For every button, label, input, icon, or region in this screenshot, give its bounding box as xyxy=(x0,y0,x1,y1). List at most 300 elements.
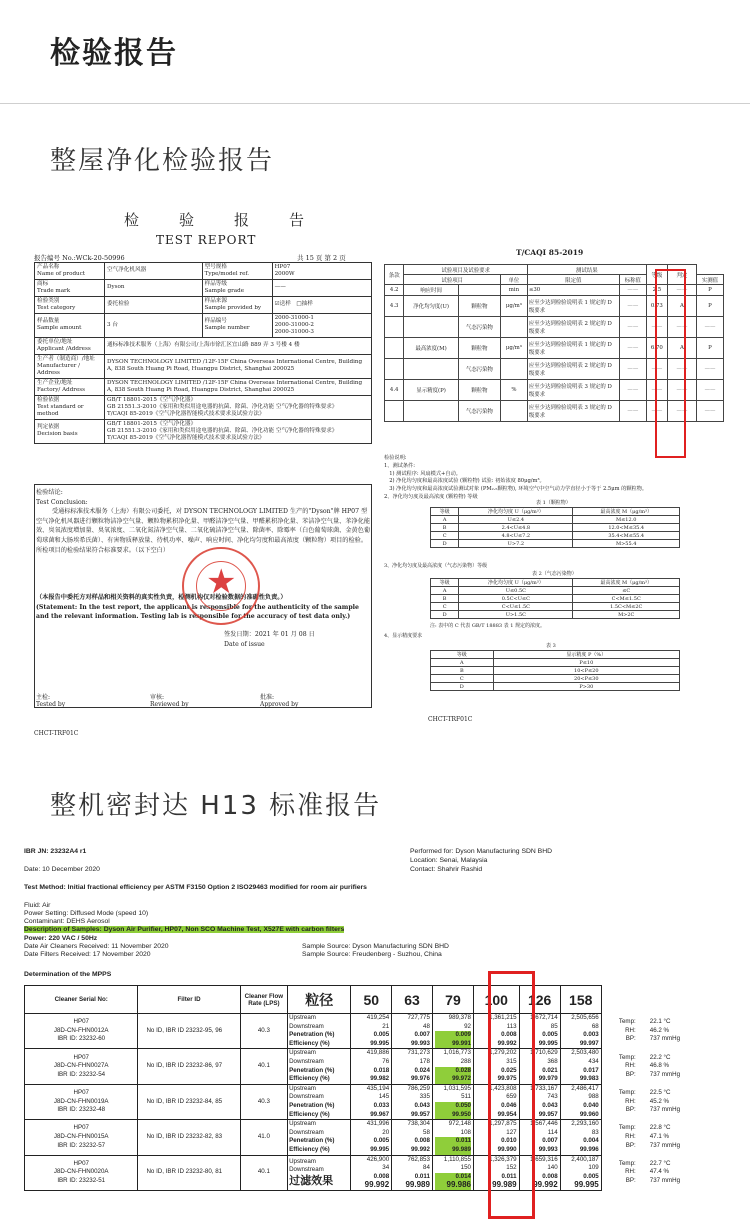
particle-size-50: 50 xyxy=(351,986,392,1014)
result-cell: ≤30 xyxy=(527,285,619,296)
value-cell xyxy=(392,1084,433,1119)
mpps-row xyxy=(25,1049,724,1084)
grade-row xyxy=(431,587,680,595)
value-line: 99.982 xyxy=(370,1075,390,1083)
row-label: Upstream xyxy=(289,1014,316,1021)
cleaner-source: Sample Source: Dyson Manufacturing SDN BHD xyxy=(302,943,449,950)
grade-row xyxy=(431,611,680,619)
value-line: 20 xyxy=(382,1128,390,1136)
value-line: 99.989 xyxy=(405,1180,430,1190)
env-line xyxy=(606,1142,723,1151)
value-line: 1,567,446 xyxy=(530,1120,558,1128)
row-label: Downstream xyxy=(289,1022,324,1030)
result-cell: —— xyxy=(696,401,723,422)
env-label: Temp: xyxy=(618,1124,636,1132)
info-cell: 检验依据 Test standard or method xyxy=(35,395,105,419)
value-line: 426,900 xyxy=(366,1155,390,1163)
conclusion-body: 受通标标准技术服务（上海）有限公司委托，对 DYSON TECHNOLOGY LIMITED 生产的"Dyson"牌 HP07 型空气净化机风器进行颗粒物洁净空气量、颗粒物累积净化量、甲醛洁净空气量、甲醛累积净化量、苯洁净空气量、苯净化能效、臭氧浓度增加量、臭氧浓度、二氧化氮洁净空气量、二氧化硫洁净空气量、除菌率、除霉率（白色葡萄球菌、金黄色葡萄球菌和大肠埃希氏菌）、有害物质释放量、待机功率、噪声、响应时间、净化均匀度和最高浓度（颗粒物）项目的检验。所检项目的检验结果符合标准要求。（以下空白） xyxy=(36,508,371,554)
info-cell: 委托单位/地址 Applicant /Address xyxy=(35,337,105,354)
filter-cell: No ID, IBR ID 23232-80, 81 xyxy=(138,1155,240,1190)
value-line: 419,254 xyxy=(366,1014,390,1021)
value-line: 1,733,167 xyxy=(530,1084,558,1092)
grade-cell: 20<P≤30 xyxy=(493,675,679,683)
grade-cell: B xyxy=(431,524,459,532)
env-value: 47.1 % xyxy=(649,1133,670,1141)
env-line xyxy=(606,1027,723,1036)
value-line: 0.007 xyxy=(542,1137,558,1145)
grade-cell: M≤12.0 xyxy=(573,516,680,524)
grade-row xyxy=(431,667,680,675)
grade-cell: P≤10 xyxy=(493,659,679,667)
result-cell: —— xyxy=(667,317,696,338)
row-label: Efficiency (%) xyxy=(289,1110,330,1118)
env-line xyxy=(606,1124,723,1133)
section-title-sealing: 整机密封达 H13 标准报告 xyxy=(50,791,382,821)
value-line: 99.967 xyxy=(370,1110,390,1118)
value-line: 2,503,480 xyxy=(571,1049,599,1057)
value-line: 99.995 xyxy=(538,1039,558,1047)
value-line: 659 xyxy=(506,1093,517,1101)
env-label: BP: xyxy=(625,1141,636,1149)
particle-grade-table xyxy=(430,507,680,548)
grade-row xyxy=(431,516,680,524)
power-setting: Power Setting: Diffused Mode (speed 10) xyxy=(24,910,149,917)
info-cell: Dyson xyxy=(105,279,203,296)
value-line: 0.018 xyxy=(373,1066,390,1074)
result-cell xyxy=(385,338,404,359)
grade-cell: 12.0<M≤35.4 xyxy=(573,524,680,532)
mpps-table xyxy=(24,985,724,1191)
value-line: 0.011 xyxy=(435,1137,471,1146)
value-line: 84 xyxy=(423,1164,430,1172)
env-line xyxy=(606,1054,723,1063)
env-line xyxy=(606,1098,723,1107)
info-cell: DYSON TECHNOLOGY LIMITED /12F-15F China Overseas International Centre, Building A, 838 South Huang Pi Road, Huangpu District, Shanghai 200025 xyxy=(105,378,372,395)
fluid: Fluid: Air xyxy=(24,902,51,909)
value-line: 1,672,714 xyxy=(530,1014,558,1021)
value-line: 99.992 xyxy=(533,1180,558,1190)
result-cell: 应至少达到检验说明表 2 规定的 D 级要求 xyxy=(527,317,619,338)
table2-caption: 表 2（气态污染物） xyxy=(532,571,577,577)
env-label: BP: xyxy=(625,1035,636,1043)
value-cell xyxy=(351,1155,392,1190)
value-cell xyxy=(432,1014,473,1049)
table3-caption: 表 3 xyxy=(546,643,556,649)
env-line xyxy=(606,1168,724,1177)
statement-cn: （本报告中委托方对样品和相关资料的真实性负责，检测机构仅对检验数据的准确性负责。） xyxy=(36,594,287,602)
value-line: 99.993 xyxy=(410,1039,430,1047)
value-line: 1,110,855 xyxy=(443,1155,471,1163)
value-line: 99.992 xyxy=(497,1039,517,1047)
value-line: 99.972 xyxy=(435,1075,471,1084)
test-report-page xyxy=(32,195,377,720)
signature-tested: 主检: Tested by xyxy=(36,694,66,708)
value-cell xyxy=(392,1120,433,1155)
value-line: 1,710,629 xyxy=(530,1049,558,1057)
info-cell: 判定依据 Decision basis xyxy=(35,419,105,443)
grade-cell: U>7.2 xyxy=(459,540,573,548)
env-cell xyxy=(601,1014,723,1049)
value-line: 0.003 xyxy=(583,1031,599,1039)
env-value: 737 mmHg xyxy=(649,1176,681,1184)
result-cell: 4.4 xyxy=(385,380,404,401)
info-cell: 2000-31000-1 2000-31000-2 2000-31000-3 xyxy=(272,313,371,337)
row-label: Penetration (%) xyxy=(289,1137,335,1145)
result-cell: 颗粒物 xyxy=(458,338,500,359)
value-line: 738,304 xyxy=(407,1120,430,1128)
value-cell xyxy=(351,1049,392,1084)
row-label: Upstream xyxy=(289,1049,316,1057)
info-cell: 商标 Trade mark xyxy=(35,279,105,296)
value-line: 99.976 xyxy=(410,1075,430,1083)
row-label: Penetration (%) xyxy=(289,1066,335,1074)
standard-id: T/CAQI 85-2019 xyxy=(516,248,584,257)
result-cell xyxy=(385,317,404,338)
flow-rate-cell: 40.1 xyxy=(240,1155,287,1190)
mpps-head-cell: Cleaner Serial No: xyxy=(25,986,138,1014)
value-line: 2,505,656 xyxy=(571,1014,599,1021)
mpps-row xyxy=(25,1155,724,1190)
info-row xyxy=(35,378,372,395)
value-line: 140 xyxy=(547,1164,558,1172)
env-line xyxy=(606,1133,723,1142)
info-row xyxy=(35,354,372,378)
particle-size-100: 100 xyxy=(474,986,520,1014)
mpps-100nm-highlight xyxy=(488,971,535,1219)
env-value: 22.8 °C xyxy=(649,1124,671,1132)
value-line: 288 xyxy=(460,1057,471,1065)
value-line: 1,326,379 xyxy=(489,1155,517,1163)
note-4: 4、显示精度要求 xyxy=(384,633,423,639)
value-line: 434 xyxy=(588,1057,599,1065)
grade-cell: D xyxy=(431,611,459,619)
result-cell: 气态污染物 xyxy=(458,401,500,422)
env-label: RH: xyxy=(625,1168,636,1176)
value-line: 0.021 xyxy=(542,1066,558,1074)
grade-cell: 显示精度 P（%） xyxy=(493,651,679,659)
grade-cell: C<M≤1.5C xyxy=(573,595,680,603)
result-cell xyxy=(501,317,528,338)
env-line xyxy=(606,1177,724,1186)
result-cell: —— xyxy=(696,317,723,338)
grade-row xyxy=(431,603,680,611)
grade-cell: P>30 xyxy=(493,683,679,691)
head-cell: 单位 xyxy=(501,275,528,285)
row-label: Efficiency (%) xyxy=(289,1039,330,1047)
result-cell: 响应时间 xyxy=(404,285,458,296)
grade-cell: A xyxy=(431,516,459,524)
result-cell: 4.2 xyxy=(385,285,404,296)
footer-code-left: CHCT-TRF01C xyxy=(34,730,79,737)
env-cell xyxy=(601,1049,723,1084)
grade-row xyxy=(431,651,680,659)
value-line: 178 xyxy=(419,1057,430,1065)
value-line: 76 xyxy=(382,1057,390,1065)
result-cell: —— xyxy=(696,380,723,401)
row-label: Downstream xyxy=(289,1093,324,1101)
info-row xyxy=(35,263,372,280)
value-line: 0.009 xyxy=(435,1031,471,1040)
grade-row xyxy=(431,508,680,516)
value-line: 99.993 xyxy=(538,1145,558,1153)
row-label: 过滤效果 xyxy=(289,1174,334,1187)
value-line: 743 xyxy=(547,1093,558,1101)
env-line xyxy=(606,1062,723,1071)
value-line: 85 xyxy=(550,1022,558,1030)
info-cell: —— xyxy=(272,279,371,296)
value-line: 99.989 xyxy=(492,1180,517,1190)
mpps-head-row xyxy=(25,986,724,1014)
env-value: 45.2 % xyxy=(649,1097,670,1105)
info-row xyxy=(35,279,372,296)
value-line: 0.017 xyxy=(583,1066,599,1074)
value-line: 0.005 xyxy=(542,1031,558,1039)
head-cell: 试验项目 xyxy=(404,275,501,285)
env-label: RH: xyxy=(625,1062,636,1070)
row-label: Downstream xyxy=(289,1128,324,1136)
value-line: 0.046 xyxy=(501,1101,517,1109)
env-value: 22.2 °C xyxy=(649,1053,671,1061)
result-cell: —— xyxy=(619,380,646,401)
note-3: 3、净化均匀度及最高浓度（气态污染物）等级 xyxy=(384,563,488,569)
info-row xyxy=(35,313,372,337)
env-label: BP: xyxy=(625,1070,636,1078)
test-notes: 检验说明: 1、测试条件: 1) 测试程序: 风扇模式+自动。 2) 净化均匀度和最高浓度试验 (颗粒物) 试验: 初始浓度 80μg/m³。 3) 净化均匀度和最高浓度试验测试对象 (PM₂.₅颗粒物), 环境空气中空气动力学直径小于等于 2.5μm 的颗粒物。 2、净化均匀度及最高浓度 (颗粒物) 等级 xyxy=(384,455,648,500)
test-location: Location: Senai, Malaysia xyxy=(410,857,488,864)
value-line: 1,279,202 xyxy=(489,1049,517,1057)
grade-cell: B xyxy=(431,595,459,603)
statement-en: (Statement: In the test report, the applicant is responsible for the authenticity of the sample and the relevant information. Testing lab is responsible for the accuracy of test data only.) xyxy=(36,603,359,621)
head-cell: 限定值 xyxy=(527,275,619,285)
grade-row xyxy=(431,595,680,603)
value-line: 99.992 xyxy=(410,1145,430,1153)
env-value: 22.1 °C xyxy=(649,1018,671,1026)
row-label: Downstream xyxy=(289,1057,324,1065)
result-cell: 应至少达到检验说明表 3 规定的 D 级要求 xyxy=(527,401,619,422)
issue-date-en: Date of issue xyxy=(224,640,265,648)
value-line: 0.005 xyxy=(583,1172,599,1180)
value-line: 0.043 xyxy=(414,1101,430,1109)
value-line: 99.991 xyxy=(435,1040,471,1049)
value-line: 2,486,417 xyxy=(571,1084,599,1092)
mpps-row xyxy=(25,1120,724,1155)
value-line: 2,293,160 xyxy=(571,1120,599,1128)
display-accuracy-table xyxy=(430,650,680,691)
filter-cell: No ID, IBR ID 23232-95, 96 xyxy=(138,1014,240,1049)
value-line: 511 xyxy=(461,1093,471,1101)
value-line: 0.040 xyxy=(583,1101,599,1109)
value-line: 727,775 xyxy=(407,1014,430,1021)
info-cell: 委托检验 xyxy=(105,296,203,313)
result-cell: —— xyxy=(696,359,723,380)
env-value: 737 mmHg xyxy=(649,1106,681,1114)
contaminant: Contaminant: DEHS Aerosol xyxy=(24,918,110,925)
value-line: 0.050 xyxy=(435,1102,471,1111)
value-line: 786,259 xyxy=(407,1084,430,1092)
result-cell: A xyxy=(667,296,696,317)
flow-rate-cell: 40.3 xyxy=(240,1014,287,1049)
env-head-cell xyxy=(601,986,723,1014)
value-line: 435,194 xyxy=(366,1084,390,1092)
value-line: 99.957 xyxy=(538,1110,558,1118)
result-cell: —— xyxy=(646,317,667,338)
value-cell xyxy=(432,1120,473,1155)
result-cell xyxy=(458,285,500,296)
value-line: 762,853 xyxy=(407,1155,430,1163)
value-line: 988 xyxy=(588,1093,599,1101)
grade-cell: 0.5C<U≤C xyxy=(459,595,573,603)
env-label: BP: xyxy=(625,1176,636,1184)
flow-rate-cell: 41.0 xyxy=(240,1120,287,1155)
signature-approved: 批准: Approved by xyxy=(260,694,299,708)
result-cell: min xyxy=(501,285,528,296)
value-line: 972,148 xyxy=(448,1120,471,1128)
result-cell: —— xyxy=(667,285,696,296)
info-cell: 通标标准技术服务（上海）有限公司/上海市徐汇区宜山路 889 弄 3 号楼 4 楼 xyxy=(105,337,372,354)
value-cell xyxy=(432,1084,473,1119)
info-row xyxy=(35,337,372,354)
env-cell xyxy=(601,1155,723,1190)
info-cell: 产品名称 Name of product xyxy=(35,263,105,280)
value-line: 0.014 xyxy=(435,1173,471,1182)
result-cell: 应至少达到检验说明表 1 规定的 D 级要求 xyxy=(527,296,619,317)
value-line: 99.995 xyxy=(370,1039,390,1047)
value-line: 989,378 xyxy=(448,1014,471,1021)
grade-cell: M>2C xyxy=(573,611,680,619)
value-line: 0.008 xyxy=(414,1137,430,1145)
result-cell: —— xyxy=(619,285,646,296)
grade-row xyxy=(431,532,680,540)
result-cell: % xyxy=(501,380,528,401)
result-cell: P xyxy=(696,296,723,317)
filters-received: Date Filters Received: 17 November 2020 xyxy=(24,951,151,958)
value-line: 99.975 xyxy=(497,1075,517,1083)
result-cell: 颗粒物 xyxy=(458,296,500,317)
env-line xyxy=(606,1071,723,1080)
value-line: 0.008 xyxy=(373,1172,390,1180)
grade-cell: C xyxy=(431,603,459,611)
info-cell: 样品来源 Sample provided by xyxy=(202,296,272,313)
grade-row xyxy=(431,683,680,691)
value-line: 419,886 xyxy=(366,1049,390,1057)
head-cell: 判定 xyxy=(667,265,696,285)
filter-efficiency-report xyxy=(24,840,724,1220)
env-line xyxy=(606,1160,724,1169)
value-line: 99.986 xyxy=(435,1181,471,1190)
result-cell xyxy=(404,401,458,422)
value-line: 99.957 xyxy=(410,1110,430,1118)
grade-cell: 1.5C<M≤2C xyxy=(573,603,680,611)
info-cell: ☑送样 □抽样 xyxy=(272,296,371,313)
result-cell: P xyxy=(696,285,723,296)
value-cell xyxy=(351,1014,392,1049)
grade-cell: 等级 xyxy=(431,579,459,587)
result-cell xyxy=(404,359,458,380)
grade-cell: M>55.4 xyxy=(573,540,680,548)
value-line: 99.989 xyxy=(435,1146,471,1155)
grade-cell: 最高浓度 M（μg/m³） xyxy=(573,508,680,516)
result-cell xyxy=(404,317,458,338)
head-cell: 实测值 xyxy=(696,275,723,285)
grade-cell: D xyxy=(431,683,494,691)
result-cell: 颗粒物 xyxy=(458,380,500,401)
head-cell: 条款 xyxy=(385,265,404,285)
serial-cell: HP07 J8D-CN-FHN0015A IBR ID: 23232-57 xyxy=(25,1120,138,1155)
info-row xyxy=(35,395,372,419)
value-line: 99.997 xyxy=(579,1039,599,1047)
report-number: 报告编号 No.:WCk-20-50996 xyxy=(34,254,125,262)
grade-cell: ≤C xyxy=(573,587,680,595)
env-cell xyxy=(601,1084,723,1119)
result-cell: 应至少达到检验说明表 1 规定的 D 级要求 xyxy=(527,338,619,359)
grade-cell: 35.4<M≤55.4 xyxy=(573,532,680,540)
value-line: 368 xyxy=(547,1057,558,1065)
result-cell: —— xyxy=(619,296,646,317)
value-cell xyxy=(560,1014,601,1049)
value-line: 0.043 xyxy=(542,1101,558,1109)
grade-cell: A xyxy=(431,587,459,595)
env-value: 737 mmHg xyxy=(649,1141,681,1149)
result-cell: 最高浓度(M) xyxy=(404,338,458,359)
grade-cell: U>1.5C xyxy=(459,611,573,619)
serial-cell: HP07 J8D-CN-FHN0020A IBR ID: 23232-51 xyxy=(25,1155,138,1190)
result-cell: 气态污染物 xyxy=(458,359,500,380)
result-cell xyxy=(501,401,528,422)
filter-source: Sample Source: Freudenberg - Suzhou, China xyxy=(302,951,442,958)
gas-grade-table xyxy=(430,578,680,619)
value-cell xyxy=(392,1014,433,1049)
mpps-head-cell: Cleaner Flow Rate (LPS) xyxy=(240,986,287,1014)
value-line: 2,400,187 xyxy=(571,1155,599,1163)
result-cell: —— xyxy=(646,359,667,380)
seal-star-icon: ★ xyxy=(206,562,237,602)
row-label: Upstream xyxy=(289,1120,316,1128)
grade-cell: C<U≤1.5C xyxy=(459,603,573,611)
value-cell xyxy=(432,1155,473,1190)
table1-caption: 表 1（颗粒物） xyxy=(536,500,571,506)
env-label: BP: xyxy=(625,1106,636,1114)
info-cell: GB/T 18801-2015《空气净化器》 GB 21551.3-2010《家用和类似用途电器的抗菌、除菌、净化功能 空气净化器的特殊要求》 T/CAQI 85-2019《空气净化器智能模式技术要求及试验方法》 xyxy=(105,395,372,419)
value-cell xyxy=(392,1155,433,1190)
grade-row xyxy=(431,579,680,587)
value-line: 127 xyxy=(506,1128,517,1136)
flow-rate-cell: 40.1 xyxy=(240,1049,287,1084)
env-value: 46.8 % xyxy=(649,1062,670,1070)
result-cell: —— xyxy=(667,380,696,401)
result-cell xyxy=(385,359,404,380)
table2-note: 注: 表中的 C 代表 GB/T 18883 表 1 规定的浓度。 xyxy=(430,623,546,629)
env-value: 22.5 °C xyxy=(649,1089,671,1097)
value-line: 34 xyxy=(382,1164,390,1172)
row-label: Penetration (%) xyxy=(289,1101,335,1109)
value-line: 0.024 xyxy=(414,1066,430,1074)
value-line: 0.008 xyxy=(501,1031,517,1039)
footer-code-right: CHCT-TRF01C xyxy=(428,716,473,723)
filter-cell: No ID, IBR ID 23232-84, 85 xyxy=(138,1084,240,1119)
result-cell: P xyxy=(696,338,723,359)
info-cell: 生产企业/地址 Factory/ Address xyxy=(35,378,105,395)
value-line: 0.007 xyxy=(414,1031,430,1039)
grade-cell: 等级 xyxy=(431,651,494,659)
grade-row xyxy=(431,540,680,548)
grade-cell: 最高浓度 M（μg/m³） xyxy=(573,579,680,587)
mpps-row xyxy=(25,1014,724,1049)
row-labels xyxy=(288,1084,351,1119)
env-value: 737 mmHg xyxy=(649,1035,681,1043)
value-line: 152 xyxy=(506,1164,517,1172)
row-label: Downstream xyxy=(289,1166,324,1174)
particle-size-126: 126 xyxy=(519,986,560,1014)
